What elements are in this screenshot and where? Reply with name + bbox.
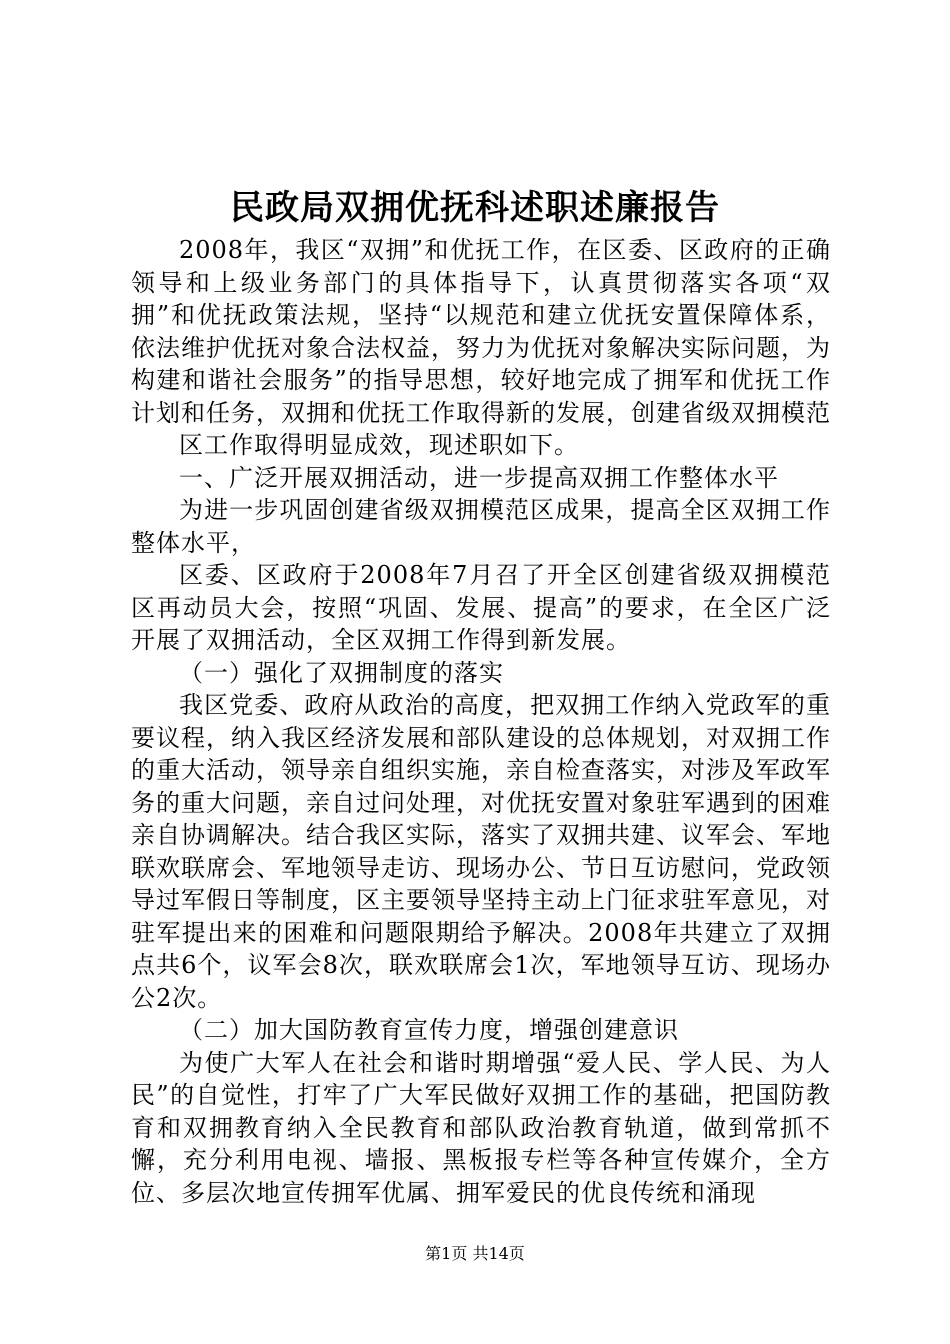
paragraph-subsection-2: 为使广大军人在社会和谐时期增强“爱人民、学人民、为人民”的自觉性，打牢了广大军民做好双拥工作的基础，把国防教育和双拥教育纳入全民教育和部队政治教育轨道，做到常抓不懈，充分利用电视、墙报、黑板报专栏等各种宣传媒介，全方位、多层次地宣传拥军优属、拥军爱民的优良传统和涌现 bbox=[131, 1048, 831, 1207]
section-heading-1: 一、广泛开展双拥活动，进一步提高双拥工作整体水平 bbox=[179, 463, 779, 492]
paragraph-subsection-1: 我区党委、政府从政治的高度，把双拥工作纳入党政军的重要议程，纳入我区经济发展和部队建设的总体规划，对双拥工作的重大活动，领导亲自组织实施，亲自检查落实，对涉及军政军务的重大问题，亲自过问处理，对优抚安置对象驻军遇到的困难亲自协调解决。结合我区实际，落实了双拥共建、议军会、军地联欢联席会、军地领导走访、现场办公、节日互访慰问，党政领导过军假日等制度，区主要领导坚持主动上门征求驻军意见，对驻军提出来的困难和问题限期给予解决。2008年共建立了双拥点共6个，议军会8次，联欢联席会1次，军地领导互访、现场办公2次。 bbox=[131, 691, 831, 1012]
page-footer: 第1页 共14页 bbox=[425, 1244, 525, 1263]
paragraph-intro: 2008年，我区“双拥”和优抚工作，在区委、区政府的正确领导和上级业务部门的具体指导下，认真贯彻落实各项“双拥”和优抚政策法规，坚持“以规范和建立优抚安置保障体系，依法维护优抚对象合法权益，努力为优抚对象解决实际问题，为构建和谐社会服务”的指导思想，较好地完成了拥军和优抚工作计划和任务，双拥和优抚工作取得新的发展，创建省级双拥模范 bbox=[131, 236, 831, 427]
paragraph-section-1-lead: 为进一步巩固创建省级双拥模范区成果，提高全区双拥工作整体水平， bbox=[131, 496, 831, 557]
document-title: 民政局双拥优抚科述职述廉报告 bbox=[230, 188, 720, 228]
subsection-heading-2: （二）加大国防教育宣传力度，增强创建意识 bbox=[179, 1016, 679, 1044]
document-body bbox=[131, 234, 831, 1209]
paragraph-intro-continued: 区工作取得明显成效，现述职如下。 bbox=[179, 431, 579, 459]
paragraph-section-1-body: 区委、区政府于2008年7月召了开全区创建省级双拥模范区再动员大会，按照“巩固、发展、提高”的要求，在全区广泛开展了双拥活动，全区双拥工作得到新发展。 bbox=[131, 561, 831, 654]
subsection-heading-1: （一）强化了双拥制度的落实 bbox=[179, 658, 504, 687]
